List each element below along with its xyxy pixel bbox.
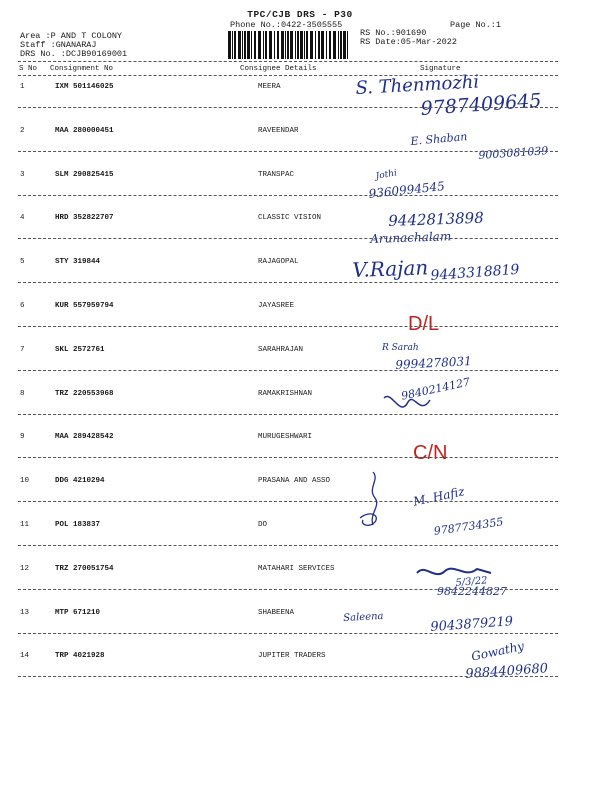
handwritten-signature: 5/3/22 (455, 575, 489, 589)
consignment-number: IXM 501146025 (55, 83, 114, 91)
consignee-name: CLASSIC VISION (258, 214, 322, 223)
row-serial-number: 12 (20, 564, 30, 573)
row-divider (18, 501, 558, 502)
consignee-name: DO (258, 521, 268, 529)
handwritten-signature: 9442813898 (388, 208, 485, 230)
consignee-name: JUPITER TRADERS (258, 652, 326, 661)
area-label: Area :P AND T COLONY (20, 31, 123, 41)
row-divider (18, 370, 558, 371)
handwritten-signature: S. Thenmozhi (355, 71, 480, 99)
consignment-number: MAA 289428542 (55, 433, 114, 442)
row-serial-number: 4 (20, 214, 25, 223)
consignment-number: HRD 352822707 (55, 214, 114, 223)
consignment-number: SKL 2572761 (55, 345, 105, 354)
scribble-mark (355, 470, 395, 550)
handwritten-signature: 9884409680 (465, 661, 549, 682)
row-divider (18, 195, 558, 196)
scribble-mark (380, 388, 440, 428)
handwritten-signature: 9443318819 (430, 261, 520, 284)
consignee-name: RAVEENDAR (258, 126, 299, 135)
consignee-name: RAJAGOPAL (258, 258, 299, 267)
row-serial-number: 9 (20, 433, 25, 442)
handwritten-signature: M. Hafiz (412, 484, 466, 509)
consignee-name: SHABEENA (258, 608, 295, 617)
consignee-name: RAMAKRISHNAN (258, 389, 313, 398)
rs-date: RS Date:05-Mar-2022 (360, 37, 457, 47)
handwritten-signature: Jothi (375, 168, 398, 182)
row-divider (18, 326, 558, 327)
handwritten-signature: 9787734355 (433, 515, 505, 538)
handwritten-signature: 9994278031 (395, 354, 472, 372)
consignment-number: POL 183837 (55, 521, 101, 529)
handwritten-signature: V.Rajan (352, 255, 429, 282)
handwritten-signature: E. Shaban (410, 130, 468, 148)
consignment-number: DDG 4210294 (55, 477, 105, 486)
row-serial-number: 7 (20, 345, 25, 354)
divider (18, 61, 558, 62)
phone-number: Phone No.:0422-3505555 (230, 20, 343, 30)
consignment-number: STY 319844 (55, 258, 101, 267)
row-divider (18, 414, 558, 415)
consignment-number: KUR 557959794 (55, 302, 114, 310)
drs-number: DRS No. :DCJB90169001 (20, 49, 128, 59)
col-header-consignee: Consignee Details (240, 65, 317, 73)
handwritten-signature: C/N (413, 442, 448, 464)
row-divider (18, 151, 558, 152)
handwritten-signature: 9787409645 (420, 89, 543, 120)
row-serial-number: 10 (20, 477, 30, 486)
consignee-name: PRASANA AND ASSO (258, 477, 331, 486)
consignee-name: MEERA (258, 83, 281, 91)
document-title: TPC/CJB DRS - P30 (247, 9, 353, 20)
page-number: Page No.:1 (450, 20, 502, 30)
col-header-signature: Signature (420, 65, 461, 73)
row-serial-number: 6 (20, 302, 25, 310)
barcode-icon (228, 31, 350, 59)
row-divider (18, 633, 558, 634)
col-header-consignment: Consignment No (50, 65, 114, 73)
handwritten-signature: D/L (408, 313, 440, 335)
handwritten-signature: Saleena (343, 610, 384, 624)
handwritten-signature: 9842244827 (437, 585, 507, 598)
row-serial-number: 2 (20, 126, 25, 135)
row-serial-number: 1 (20, 83, 25, 91)
row-divider (18, 545, 558, 546)
row-divider (18, 457, 558, 458)
handwritten-signature: 9360994545 (368, 179, 446, 201)
consignment-number: SLM 290825415 (55, 170, 114, 179)
row-serial-number: 5 (20, 258, 25, 267)
consignment-number: TRP 4021928 (55, 652, 105, 661)
handwritten-signature: 9840214127 (400, 375, 472, 403)
row-serial-number: 13 (20, 608, 30, 617)
consignee-name: MATAHARI SERVICES (258, 564, 335, 573)
handwritten-signature: Arunachalam (370, 229, 452, 246)
row-serial-number: 8 (20, 389, 25, 398)
rs-number: RS No.:901690 (360, 28, 427, 38)
col-header-sno: S No (19, 65, 38, 73)
consignee-name: TRANSPAC (258, 170, 295, 179)
consignment-number: TRZ 220553968 (55, 389, 114, 398)
consignee-name: JAYASREE (258, 302, 295, 310)
consignee-name: SARAHRAJAN (258, 345, 304, 354)
row-divider (18, 676, 558, 677)
row-divider (18, 238, 558, 239)
row-divider (18, 282, 558, 283)
consignment-number: TRZ 270051754 (55, 564, 114, 573)
row-serial-number: 11 (20, 521, 30, 529)
consignee-name: MURUGESHWARI (258, 433, 313, 442)
row-divider (18, 107, 558, 108)
consignment-number: MAA 280000451 (55, 126, 114, 135)
staff-label: Staff :GNANARAJ (20, 40, 97, 50)
row-serial-number: 14 (20, 652, 30, 661)
handwritten-signature: Gowathy (470, 638, 526, 664)
scribble-mark (415, 563, 495, 583)
row-divider (18, 589, 558, 590)
row-serial-number: 3 (20, 170, 25, 179)
handwritten-signature: 9003081039 (478, 144, 549, 162)
consignment-number: MTP 671210 (55, 608, 101, 617)
handwritten-signature: 9043879219 (430, 614, 514, 635)
handwritten-signature: R Sarah (382, 343, 419, 353)
